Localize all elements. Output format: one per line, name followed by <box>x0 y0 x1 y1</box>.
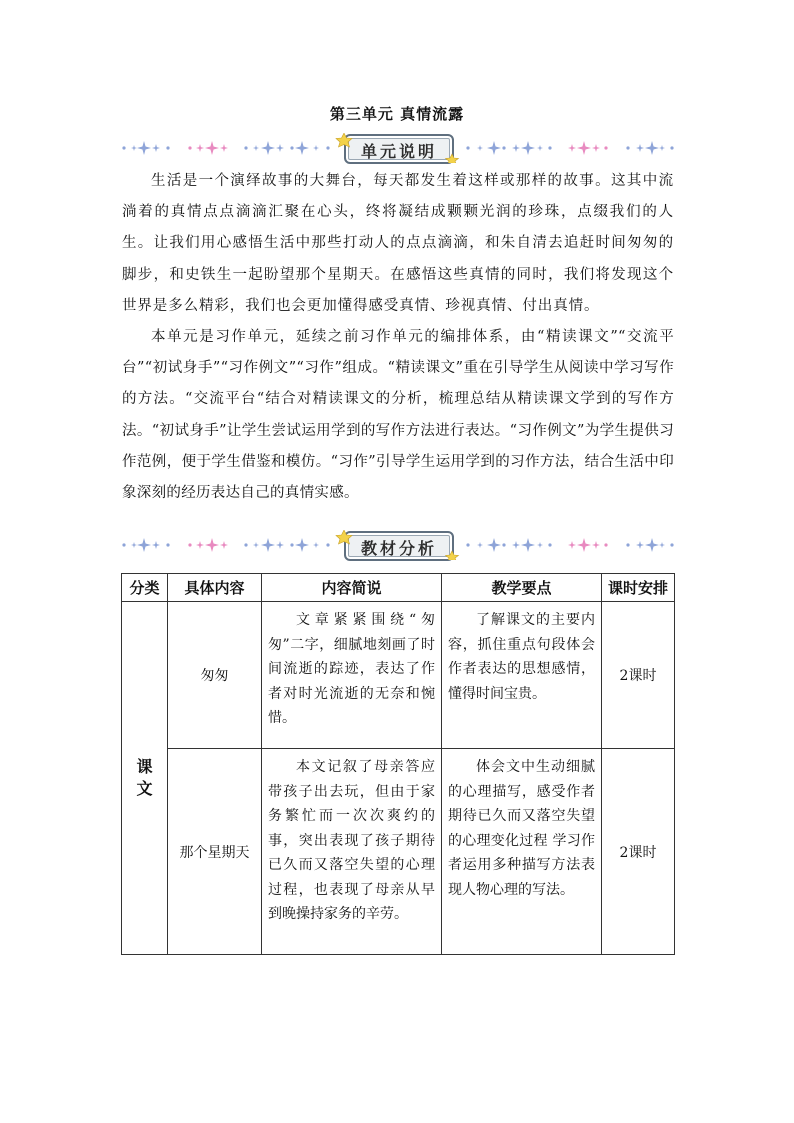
dot-icon <box>326 146 329 149</box>
page-title: 第三单元 真情流露 <box>329 105 465 123</box>
sparkle-icon <box>196 541 204 549</box>
sparkle-icon <box>636 144 644 152</box>
category-label: 课文 <box>136 757 153 798</box>
banner-frame <box>344 531 454 561</box>
sparkle-icon <box>577 141 591 155</box>
sparkle-icon <box>295 538 309 552</box>
lesson-key-points: 了解课文的主要内容，抓住重点句段体会作者表达的思想感情，懂得时间宝贵。 <box>442 602 602 749</box>
sparkle-icon <box>659 542 665 548</box>
dot-icon <box>166 543 169 546</box>
material-analysis-table <box>121 573 675 955</box>
banner-label: 单元说明 <box>360 142 437 161</box>
sparkle-icon <box>131 542 137 548</box>
sparkle-icon <box>152 541 160 549</box>
sparkle-icon <box>152 144 160 152</box>
category-cell <box>122 602 168 955</box>
sparkle-icon <box>645 538 659 552</box>
dot-icon <box>188 146 191 149</box>
unit-description-banner <box>120 133 676 163</box>
sparkle-icon <box>131 145 137 151</box>
lesson-hours: 2课时 <box>602 749 675 955</box>
dot-icon <box>670 543 673 546</box>
dot-icon <box>626 543 629 546</box>
dot-icon <box>670 146 673 149</box>
sparkle-icon <box>568 144 576 152</box>
sparkle-icon <box>220 541 228 549</box>
dot-icon <box>548 146 551 149</box>
sparkle-icon <box>521 141 535 155</box>
dot-icon <box>466 146 469 149</box>
unit-description-paragraph: 生活是一个演绎故事的大舞台，每天都发生着这样或那样的故事。这其中流淌着的真情点点滴滴汇聚在心头，终将凝结成颗颗光润的珍珠，点缀我们的人生。让我们用心感悟生活中那些打动人的点点滴滴，和朱自清去追赶时间匆匆的脚步，和史铁生一起盼望那个星期天。在感悟这些真情的同时，我们将发现这个世界是多么精彩，我们也会更加懂得感受真情、珍视真情、付出真情。 <box>122 173 674 314</box>
sparkle-icon <box>521 538 535 552</box>
dot-icon <box>122 146 125 149</box>
dot-icon <box>626 146 629 149</box>
dot-icon <box>326 543 329 546</box>
sparkle-icon <box>645 141 659 155</box>
lesson-title: 那个星期天 <box>168 749 262 955</box>
sparkle-icon <box>196 144 204 152</box>
sparkle-icon <box>592 541 600 549</box>
banner-frame <box>344 134 454 164</box>
dot-icon <box>466 543 469 546</box>
sparkle-icon <box>577 538 591 552</box>
table-header-row <box>122 574 675 602</box>
table-row <box>122 602 675 749</box>
lesson-summary: 文章紧紧围绕“匆匆”二字，细腻地刻画了时间流逝的踪迹，表达了作者对时光流逝的无奈和惋惜。 <box>262 602 442 749</box>
dot-icon <box>244 543 247 546</box>
dot-icon <box>604 146 607 149</box>
sparkle-icon <box>137 141 151 155</box>
sparkle-icon <box>276 144 284 152</box>
sparkle-icon <box>313 145 319 151</box>
sparkle-icon <box>276 541 284 549</box>
dot-icon <box>166 146 169 149</box>
lesson-title: 匆匆 <box>168 602 262 749</box>
sparkle-icon <box>477 542 483 548</box>
dot-icon <box>244 146 247 149</box>
banner-label: 教材分析 <box>360 539 437 558</box>
header-category: 分类 <box>122 574 168 602</box>
sparkle-icon <box>568 541 576 549</box>
sparkle-icon <box>205 141 219 155</box>
sparkle-icon <box>537 145 543 151</box>
sparkle-icon <box>512 541 520 549</box>
sparkle-icon <box>512 144 520 152</box>
sparkle-icon <box>261 538 275 552</box>
dot-icon <box>188 543 191 546</box>
sparkle-icon <box>253 542 259 548</box>
sparkle-icon <box>487 141 501 155</box>
sparkle-icon <box>313 542 319 548</box>
sparkle-icon <box>261 141 275 155</box>
dot-icon <box>502 543 505 546</box>
sparkle-icon <box>477 145 483 151</box>
dot-icon <box>290 543 293 546</box>
dot-icon <box>548 543 551 546</box>
lesson-hours: 2课时 <box>602 602 675 749</box>
sparkle-icon <box>659 145 665 151</box>
dot-icon <box>122 543 125 546</box>
lesson-key-points: 体会文中生动细腻的心理描写，感受作者期待已久而又落空失望的心理变化过程 学习作者运用多种描写方法表现人物心理的写法。 <box>442 749 602 955</box>
header-summary: 内容简说 <box>262 574 442 602</box>
header-key-points: 教学要点 <box>442 574 602 602</box>
sparkle-icon <box>487 538 501 552</box>
material-analysis-banner <box>120 530 676 560</box>
unit-structure-paragraph: 本单元是习作单元，延续之前习作单元的编排体系，由“精读课文”“交流平台”“初试身手”“习作例文”“习作”组成。“精读课文”重在引导学生从阅读中学习写作的方法。“交流平台“结合对精读课文的分析，梳理总结从精读课文学到的写作方法。“初试身手”让学生尝试运用学到的写作方法进行表达。“习作例文”为学生提供习作范例，便于学生借鉴和模仿。“习作”引导学生运用学到的习作方法，结合生活中印象深刻的经历表达自己的真情实感。 <box>122 329 674 502</box>
lesson-summary: 本文记叙了母亲答应带孩子出去玩，但由于家务繁忙而一次次爽约的事，突出表现了孩子期待已久而又落空失望的心理过程，也表现了母亲从早到晚操持家务的辛劳。 <box>262 749 442 955</box>
sparkle-icon <box>592 144 600 152</box>
sparkle-icon <box>137 538 151 552</box>
header-content: 具体内容 <box>168 574 262 602</box>
table-row <box>122 749 675 955</box>
dot-icon <box>604 543 607 546</box>
sparkle-icon <box>295 141 309 155</box>
header-hours: 课时安排 <box>602 574 675 602</box>
sparkle-icon <box>636 541 644 549</box>
dot-icon <box>502 146 505 149</box>
dot-icon <box>290 146 293 149</box>
sparkle-icon <box>253 145 259 151</box>
sparkle-icon <box>205 538 219 552</box>
sparkle-icon <box>220 144 228 152</box>
sparkle-icon <box>537 542 543 548</box>
